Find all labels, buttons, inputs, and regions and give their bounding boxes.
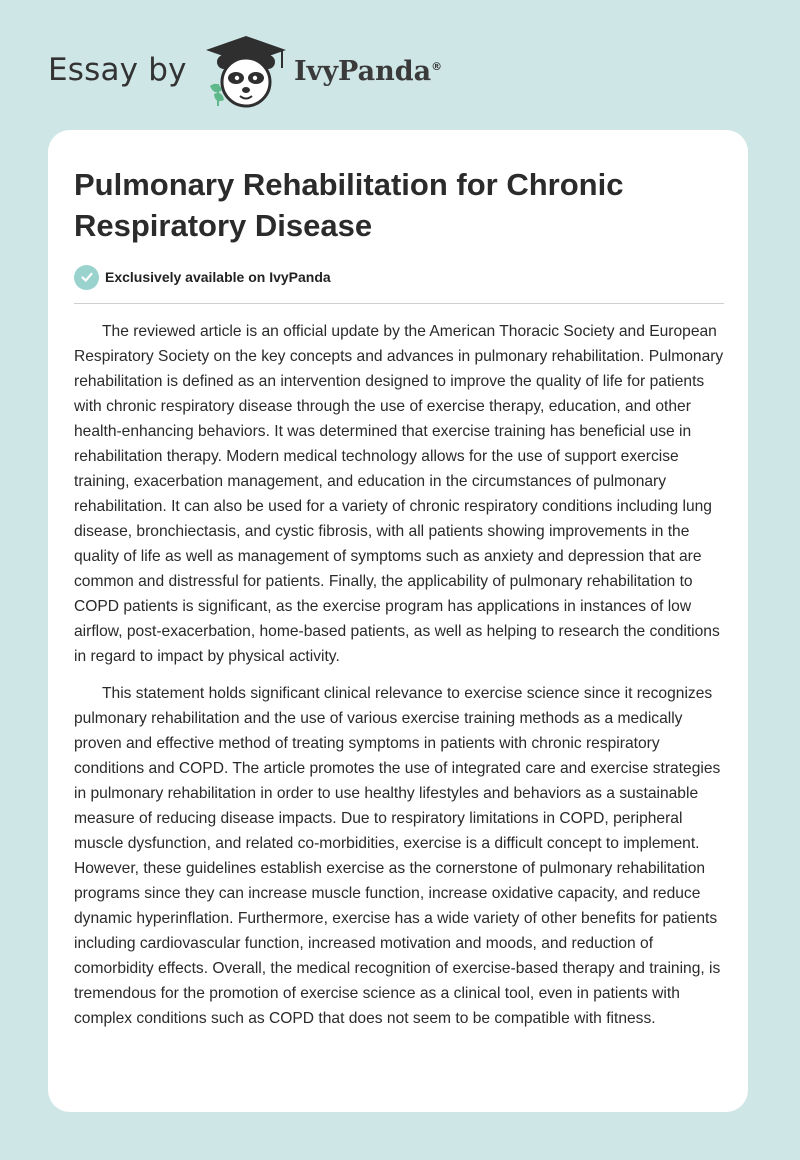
check-icon [74,265,99,290]
paragraph: This statement holds significant clinical relevance to exercise science since it recognizes pulmonary rehabilitation and the use of various exercise training methods as a medically proven and effective method of treating symptoms in patients with chronic respiratory conditions and COPD. The article promotes the use of integrated care and exercise strategies in pulmonary rehabilitation in order to use healthy lifestyles and behaviors as a sustainable measure of reducing disease impacts. Due to respiratory limitations in COPD, peripheral muscle dysfunction, and related co-morbidities, exercise is a difficult concept to implement. However, these guidelines establish exercise as the cornerstone of pulmonary rehabilitation programs since they can increase muscle function, increase oxidative capacity, and reduce dynamic hyperinflation. Furthermore, exercise has a wide variety of other benefits for patients including cardiovascular function, increased motivation and moods, and reduction of comorbidity effects. Overall, the medical recognition of exercise-based therapy and training, is tremendous for the promotion of exercise science as a clinical tool, even in patients with complex conditions such as COPD that does not seem to be compatible with fitness. [74,685,721,1027]
panda-logo-icon[interactable] [200,34,292,110]
essay-by-label: Essay by [48,52,187,88]
essay-body [74,319,726,1043]
exclusive-badge [74,264,331,290]
site-header [0,0,800,130]
registered-mark: ® [431,60,443,73]
paragraph: The reviewed article is an official update by the American Thoracic Society and European Respiratory Society on the key concepts and advances in pulmonary rehabilitation. Pulmonary rehabilitation is defined as an intervention designed to improve the quality of life for patients with chronic respiratory disease through the use of exercise therapy, education, and other health-enhancing behaviors. It was determined that exercise training has beneficial use in rehabilitation therapy. Modern medical technology allows for the use of support exercise training, exacerbation management, and education in the circumstances of pulmonary rehabilitation. It can also be used for a variety of chronic respiratory conditions including lung disease, bronchiectasis, and cystic fibrosis, with all patients showing improvements in the quality of life as well as management of symptoms such as anxiety and depression that are common and distressful for patients. Finally, the applicability of pulmonary rehabilitation to COPD patients is significant, as the exercise program has applications in instances of low airflow, post-exacerbation, home-based patients, as well as helping to research the conditions in regard to impact by physical activity. [74,323,724,665]
essay-card [48,130,748,1112]
page-title: Pulmonary Rehabilitation for Chronic Respiratory Disease [74,167,624,243]
brand-name[interactable]: IvyPanda® [294,56,443,87]
divider [74,303,724,304]
badge-label: Exclusively available on IvyPanda [105,269,331,285]
